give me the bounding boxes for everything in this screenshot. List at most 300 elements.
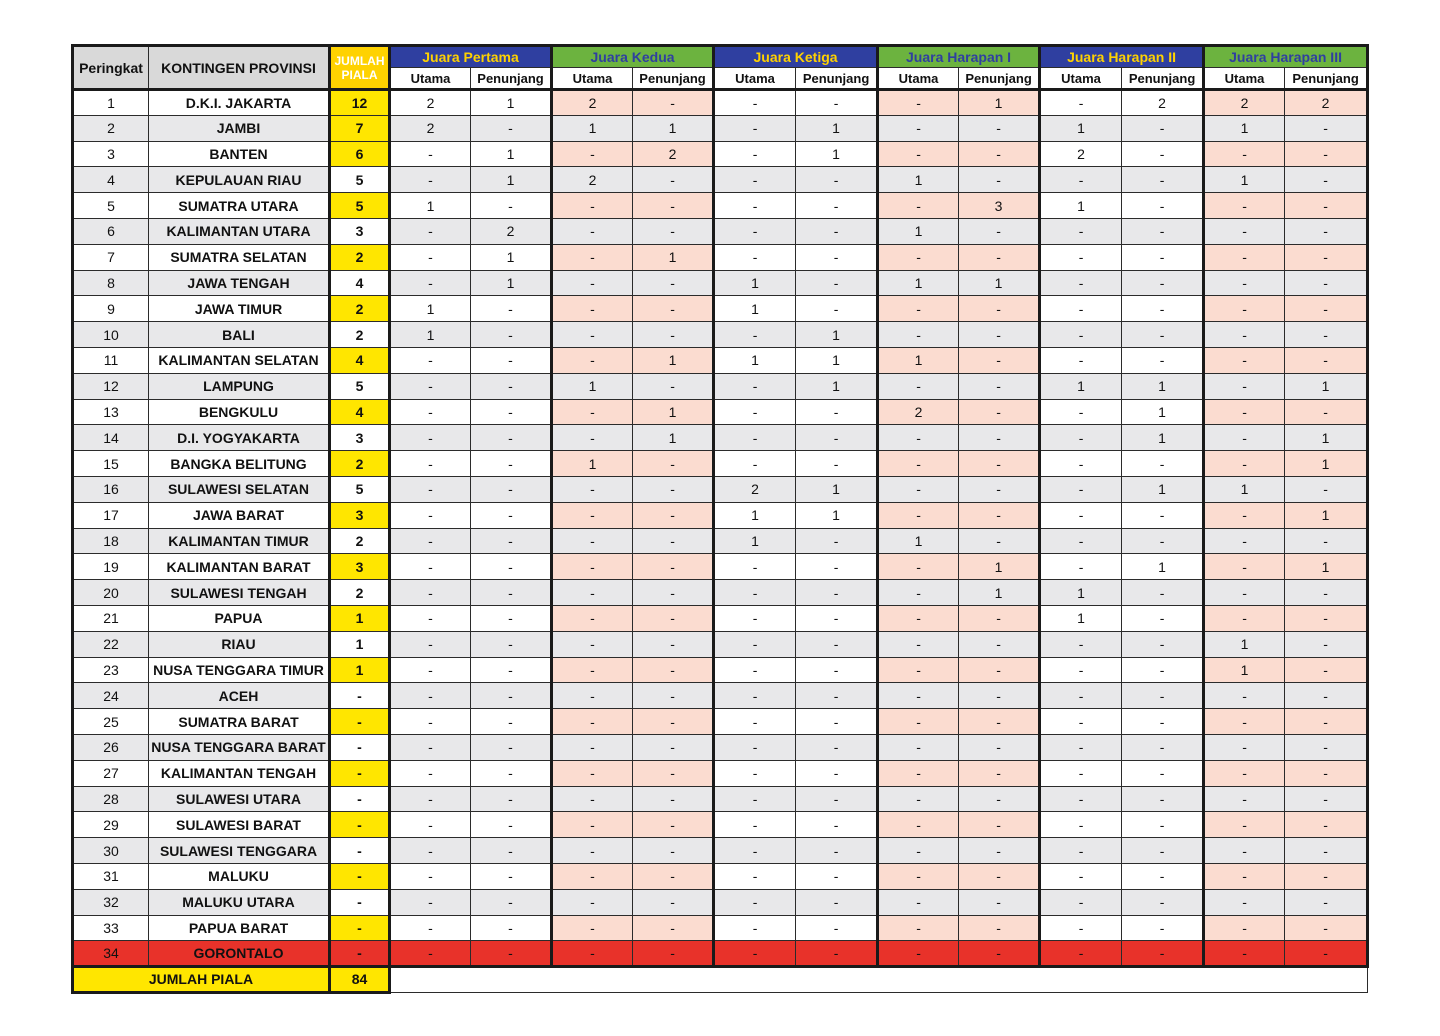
province-cell: LAMPUNG	[149, 373, 330, 399]
trophy-count-cell: 2	[1040, 141, 1122, 167]
trophy-count-cell: -	[471, 502, 552, 528]
trophy-count-cell: -	[1040, 218, 1122, 244]
trophy-count-cell: 1	[796, 141, 878, 167]
trophy-count-cell: -	[1285, 399, 1368, 425]
trophy-count-cell: -	[390, 657, 471, 683]
province-cell: JAMBI	[149, 115, 330, 141]
total-trophies-cell: 4	[330, 347, 390, 373]
trophy-count-cell: -	[878, 863, 959, 889]
rank-cell: 19	[73, 554, 149, 580]
trophy-count-cell: -	[878, 915, 959, 941]
total-trophies-cell: -	[330, 915, 390, 941]
subheader-utama: Utama	[1204, 68, 1285, 90]
trophy-count-cell: -	[959, 631, 1040, 657]
trophy-count-cell: -	[1122, 760, 1204, 786]
trophy-count-cell: 1	[390, 296, 471, 322]
summary-row	[73, 967, 1368, 993]
trophy-count-cell: -	[959, 502, 1040, 528]
trophy-count-cell: -	[552, 141, 633, 167]
table-row	[73, 502, 1368, 528]
trophy-count-cell: -	[1204, 554, 1285, 580]
trophy-count-cell: -	[878, 683, 959, 709]
trophy-count-cell: -	[471, 193, 552, 219]
trophy-count-cell: -	[796, 218, 878, 244]
group-header-juara-harapan-2: Juara Harapan II	[1040, 46, 1204, 68]
rank-cell: 28	[73, 786, 149, 812]
trophy-count-cell: -	[878, 580, 959, 606]
trophy-count-cell: 1	[1285, 425, 1368, 451]
trophy-count-cell: -	[633, 528, 714, 554]
trophy-count-cell: 1	[1204, 631, 1285, 657]
trophy-count-cell: 2	[552, 167, 633, 193]
total-trophies-cell: 4	[330, 270, 390, 296]
trophy-count-cell: 1	[633, 244, 714, 270]
trophy-count-cell: -	[796, 167, 878, 193]
trophy-count-cell: -	[1122, 270, 1204, 296]
table-row	[73, 889, 1368, 915]
trophy-count-cell: 1	[552, 373, 633, 399]
trophy-count-cell: -	[714, 193, 796, 219]
trophy-count-cell: -	[633, 889, 714, 915]
trophy-count-cell: -	[1040, 554, 1122, 580]
trophy-count-cell: 1	[1040, 193, 1122, 219]
trophy-count-cell: -	[878, 657, 959, 683]
trophy-count-cell: -	[959, 296, 1040, 322]
trophy-count-cell: -	[878, 90, 959, 116]
trophy-count-cell: -	[714, 889, 796, 915]
table-row	[73, 322, 1368, 348]
subheader-utama: Utama	[714, 68, 796, 90]
table-row	[73, 218, 1368, 244]
trophy-count-cell: -	[1122, 347, 1204, 373]
total-trophies-cell: 3	[330, 425, 390, 451]
trophy-count-cell: -	[796, 193, 878, 219]
total-trophies-cell: -	[330, 838, 390, 864]
rank-cell: 29	[73, 812, 149, 838]
trophy-count-cell: -	[796, 528, 878, 554]
table-row	[73, 915, 1368, 941]
trophy-count-cell: -	[796, 580, 878, 606]
trophy-count-cell: -	[471, 399, 552, 425]
trophy-count-cell: -	[471, 347, 552, 373]
trophy-count-cell: -	[1204, 347, 1285, 373]
province-cell: MALUKU	[149, 863, 330, 889]
trophy-count-cell: -	[633, 709, 714, 735]
trophy-count-cell: -	[959, 657, 1040, 683]
trophy-count-cell: -	[796, 760, 878, 786]
trophy-count-cell: 3	[959, 193, 1040, 219]
trophy-count-cell: 1	[1204, 657, 1285, 683]
total-trophies-cell: 6	[330, 141, 390, 167]
rank-cell: 25	[73, 709, 149, 735]
trophy-count-cell: -	[1040, 322, 1122, 348]
trophy-count-cell: 2	[1122, 90, 1204, 116]
rank-cell: 33	[73, 915, 149, 941]
province-cell: SUMATRA UTARA	[149, 193, 330, 219]
province-cell: SULAWESI TENGGARA	[149, 838, 330, 864]
province-cell: SULAWESI BARAT	[149, 812, 330, 838]
trophy-count-cell: -	[552, 554, 633, 580]
trophy-count-cell: -	[471, 709, 552, 735]
trophy-count-cell: -	[1285, 889, 1368, 915]
rank-cell: 23	[73, 657, 149, 683]
trophy-count-cell: -	[390, 476, 471, 502]
trophy-count-cell: -	[959, 838, 1040, 864]
trophy-count-cell: 1	[796, 502, 878, 528]
table-row	[73, 373, 1368, 399]
table-row	[73, 193, 1368, 219]
trophy-count-cell: -	[714, 915, 796, 941]
total-trophies-cell: 3	[330, 502, 390, 528]
trophy-count-cell: -	[1122, 889, 1204, 915]
trophy-count-cell: -	[1285, 528, 1368, 554]
trophy-count-cell: -	[1204, 786, 1285, 812]
trophy-count-cell: -	[714, 451, 796, 477]
total-trophies-column-header	[330, 46, 390, 90]
trophy-count-cell: -	[959, 425, 1040, 451]
trophy-count-cell: -	[1285, 631, 1368, 657]
province-cell: KEPULAUAN RIAU	[149, 167, 330, 193]
province-cell: KALIMANTAN UTARA	[149, 218, 330, 244]
trophy-count-cell: -	[1204, 296, 1285, 322]
trophy-count-cell: -	[552, 270, 633, 296]
table-row	[73, 296, 1368, 322]
trophy-count-cell: 2	[471, 218, 552, 244]
trophy-count-cell: -	[714, 373, 796, 399]
rank-cell: 9	[73, 296, 149, 322]
trophy-count-cell: 1	[878, 270, 959, 296]
table-row	[73, 580, 1368, 606]
trophy-count-cell: -	[471, 631, 552, 657]
table-row	[73, 451, 1368, 477]
trophy-count-cell: -	[1040, 683, 1122, 709]
trophy-count-cell: -	[1122, 863, 1204, 889]
trophy-count-cell: -	[1285, 683, 1368, 709]
subheader-penunjang: Penunjang	[1122, 68, 1204, 90]
trophy-count-cell: -	[552, 786, 633, 812]
trophy-count-cell: -	[1040, 889, 1122, 915]
subheader-utama: Utama	[1040, 68, 1122, 90]
province-cell: SULAWESI SELATAN	[149, 476, 330, 502]
province-cell: PAPUA BARAT	[149, 915, 330, 941]
trophy-count-cell: -	[796, 812, 878, 838]
province-cell: SULAWESI TENGAH	[149, 580, 330, 606]
trophy-count-cell: -	[959, 322, 1040, 348]
trophy-count-cell: -	[633, 476, 714, 502]
total-header-line2: PIALA	[341, 67, 378, 82]
rank-cell: 7	[73, 244, 149, 270]
trophy-count-cell: -	[390, 347, 471, 373]
trophy-count-cell: -	[1122, 734, 1204, 760]
trophy-count-cell: 1	[1204, 115, 1285, 141]
trophy-count-cell: -	[552, 425, 633, 451]
trophy-count-cell: -	[796, 554, 878, 580]
trophy-count-cell: -	[633, 502, 714, 528]
trophy-count-cell: -	[959, 141, 1040, 167]
trophy-count-cell: -	[714, 90, 796, 116]
summary-filler	[390, 967, 1368, 993]
group-header-juara-harapan-3: Juara Harapan III	[1204, 46, 1368, 68]
trophy-count-cell: -	[714, 863, 796, 889]
trophy-count-cell: -	[1204, 760, 1285, 786]
trophy-count-cell: -	[1204, 373, 1285, 399]
trophy-count-cell: -	[878, 476, 959, 502]
trophy-count-cell: 2	[390, 90, 471, 116]
table-row	[73, 631, 1368, 657]
trophy-count-cell: -	[1204, 889, 1285, 915]
trophy-count-cell: -	[633, 167, 714, 193]
trophy-count-cell: -	[796, 90, 878, 116]
province-cell: BANGKA BELITUNG	[149, 451, 330, 477]
trophy-count-cell: -	[633, 193, 714, 219]
trophy-count-cell: 1	[796, 347, 878, 373]
trophy-count-cell: 2	[633, 141, 714, 167]
trophy-count-cell: -	[878, 889, 959, 915]
trophy-count-cell: -	[959, 812, 1040, 838]
trophy-count-cell: -	[390, 941, 471, 967]
trophy-count-cell: -	[1040, 90, 1122, 116]
trophy-count-cell: -	[714, 115, 796, 141]
trophy-count-cell: -	[552, 657, 633, 683]
trophy-count-cell: -	[471, 115, 552, 141]
table-row	[73, 838, 1368, 864]
trophy-count-cell: -	[1122, 631, 1204, 657]
trophy-count-cell: -	[796, 709, 878, 735]
trophy-count-cell: -	[1285, 167, 1368, 193]
table-row	[73, 528, 1368, 554]
province-cell: KALIMANTAN BARAT	[149, 554, 330, 580]
trophy-count-cell: -	[1122, 218, 1204, 244]
rank-cell: 8	[73, 270, 149, 296]
trophy-count-cell: -	[796, 605, 878, 631]
table-row	[73, 709, 1368, 735]
trophy-count-cell: -	[1204, 915, 1285, 941]
trophy-count-cell: -	[633, 786, 714, 812]
subheader-penunjang: Penunjang	[796, 68, 878, 90]
province-cell: GORONTALO	[149, 941, 330, 967]
group-header-juara-ketiga: Juara Ketiga	[714, 46, 878, 68]
trophy-count-cell: -	[633, 812, 714, 838]
total-trophies-cell: 2	[330, 296, 390, 322]
trophy-count-cell: 1	[1040, 580, 1122, 606]
trophy-count-cell: -	[552, 812, 633, 838]
trophy-count-cell: -	[1285, 605, 1368, 631]
rank-cell: 3	[73, 141, 149, 167]
trophy-count-cell: -	[1122, 296, 1204, 322]
trophy-count-cell: -	[1040, 399, 1122, 425]
rank-cell: 32	[73, 889, 149, 915]
trophy-count-cell: -	[633, 296, 714, 322]
total-trophies-cell: 12	[330, 90, 390, 116]
total-trophies-cell: 3	[330, 554, 390, 580]
trophy-count-cell: 2	[878, 399, 959, 425]
trophy-count-cell: -	[552, 889, 633, 915]
trophy-count-cell: -	[471, 760, 552, 786]
trophy-count-cell: -	[1122, 709, 1204, 735]
trophy-count-cell: -	[714, 657, 796, 683]
trophy-count-cell: -	[390, 528, 471, 554]
trophy-count-cell: 1	[796, 373, 878, 399]
trophy-count-cell: 1	[471, 141, 552, 167]
province-column-header: KONTINGEN PROVINSI	[149, 46, 330, 90]
trophy-count-cell: -	[390, 425, 471, 451]
trophy-count-cell: 2	[1204, 90, 1285, 116]
trophy-count-cell: -	[471, 296, 552, 322]
rank-cell: 18	[73, 528, 149, 554]
trophy-count-cell: -	[552, 605, 633, 631]
trophy-count-cell: -	[1285, 657, 1368, 683]
table-row	[73, 425, 1368, 451]
trophy-count-cell: -	[796, 631, 878, 657]
trophy-count-cell: 1	[796, 115, 878, 141]
trophy-count-cell: -	[552, 244, 633, 270]
total-trophies-cell: -	[330, 786, 390, 812]
province-cell: SULAWESI UTARA	[149, 786, 330, 812]
trophy-count-cell: -	[1285, 812, 1368, 838]
trophy-count-cell: -	[552, 760, 633, 786]
trophy-count-cell: -	[959, 399, 1040, 425]
trophy-count-cell: -	[1204, 270, 1285, 296]
trophy-count-cell: -	[471, 322, 552, 348]
trophy-count-cell: -	[552, 296, 633, 322]
total-trophies-cell: 5	[330, 167, 390, 193]
subheader-penunjang: Penunjang	[633, 68, 714, 90]
trophy-count-cell: -	[471, 915, 552, 941]
trophy-count-cell: -	[714, 554, 796, 580]
trophy-count-cell: -	[390, 709, 471, 735]
total-trophies-cell: 5	[330, 193, 390, 219]
trophy-count-cell: -	[552, 399, 633, 425]
subheader-utama: Utama	[878, 68, 959, 90]
province-cell: JAWA BARAT	[149, 502, 330, 528]
table-row	[73, 347, 1368, 373]
trophy-count-cell: -	[1122, 528, 1204, 554]
trophy-count-cell: -	[959, 915, 1040, 941]
trophy-count-cell: -	[878, 141, 959, 167]
trophy-count-cell: -	[1285, 941, 1368, 967]
trophy-count-cell: -	[390, 863, 471, 889]
summary-total-value: 84	[330, 967, 390, 993]
trophy-count-cell: -	[1040, 167, 1122, 193]
trophy-count-cell: -	[471, 941, 552, 967]
trophy-count-cell: -	[878, 760, 959, 786]
province-cell: SUMATRA SELATAN	[149, 244, 330, 270]
trophy-count-cell: -	[390, 631, 471, 657]
trophy-count-cell: 1	[1122, 476, 1204, 502]
trophy-count-cell: -	[390, 451, 471, 477]
table-row	[73, 760, 1368, 786]
trophy-count-cell: -	[633, 580, 714, 606]
trophy-count-cell: -	[390, 218, 471, 244]
trophy-count-cell: 1	[633, 425, 714, 451]
province-cell: KALIMANTAN TIMUR	[149, 528, 330, 554]
total-trophies-cell: 5	[330, 476, 390, 502]
trophy-count-cell: 1	[471, 244, 552, 270]
trophy-count-cell: 1	[1285, 373, 1368, 399]
summary-label: JUMLAH PIALA	[73, 967, 330, 993]
trophy-count-cell: 1	[1040, 115, 1122, 141]
total-trophies-cell: 2	[330, 580, 390, 606]
trophy-count-cell: -	[1122, 580, 1204, 606]
total-trophies-cell: -	[330, 863, 390, 889]
trophy-count-cell: -	[1040, 915, 1122, 941]
total-trophies-cell: 2	[330, 322, 390, 348]
trophy-count-cell: -	[796, 451, 878, 477]
trophy-count-cell: -	[796, 941, 878, 967]
group-header-juara-pertama: Juara Pertama	[390, 46, 552, 68]
trophy-count-cell: 1	[1204, 167, 1285, 193]
trophy-count-cell: -	[796, 399, 878, 425]
trophy-count-cell: -	[471, 786, 552, 812]
trophy-count-cell: 1	[633, 115, 714, 141]
trophy-count-cell: -	[1204, 193, 1285, 219]
province-cell: SUMATRA BARAT	[149, 709, 330, 735]
trophy-count-cell: -	[1285, 838, 1368, 864]
rank-column-header: Peringkat	[73, 46, 149, 90]
trophy-count-cell: -	[878, 734, 959, 760]
trophy-count-cell: -	[633, 90, 714, 116]
rank-cell: 34	[73, 941, 149, 967]
trophy-count-cell: 1	[878, 218, 959, 244]
total-trophies-cell: 1	[330, 605, 390, 631]
trophy-count-cell: 1	[1122, 373, 1204, 399]
trophy-count-cell: 1	[471, 167, 552, 193]
trophy-count-cell: -	[1040, 786, 1122, 812]
table-row	[73, 786, 1368, 812]
trophy-count-cell: 1	[1040, 605, 1122, 631]
trophy-count-cell: -	[714, 580, 796, 606]
trophy-count-cell: -	[1040, 941, 1122, 967]
total-trophies-cell: 4	[330, 399, 390, 425]
trophy-count-cell: -	[878, 554, 959, 580]
trophy-count-cell: 1	[796, 322, 878, 348]
trophy-count-cell: -	[633, 838, 714, 864]
trophy-count-cell: -	[878, 631, 959, 657]
trophy-count-cell: -	[878, 812, 959, 838]
province-cell: RIAU	[149, 631, 330, 657]
total-trophies-cell: -	[330, 889, 390, 915]
trophy-count-cell: -	[1040, 657, 1122, 683]
trophy-count-cell: -	[959, 115, 1040, 141]
table-row	[73, 863, 1368, 889]
trophy-count-cell: 1	[552, 451, 633, 477]
rank-cell: 1	[73, 90, 149, 116]
trophy-count-cell: -	[633, 915, 714, 941]
trophy-count-cell: -	[878, 838, 959, 864]
trophy-count-cell: -	[552, 528, 633, 554]
trophy-count-cell: -	[878, 451, 959, 477]
trophy-count-cell: -	[1285, 218, 1368, 244]
trophy-count-cell: -	[1204, 580, 1285, 606]
trophy-count-cell: -	[633, 270, 714, 296]
total-trophies-cell: 3	[330, 218, 390, 244]
trophy-count-cell: -	[1122, 838, 1204, 864]
rank-cell: 26	[73, 734, 149, 760]
trophy-count-cell: 2	[390, 115, 471, 141]
trophy-count-cell: -	[796, 863, 878, 889]
trophy-count-cell: -	[796, 244, 878, 270]
trophy-count-cell: -	[390, 838, 471, 864]
trophy-count-cell: -	[1122, 786, 1204, 812]
trophy-count-cell: -	[1040, 863, 1122, 889]
trophy-count-cell: 1	[390, 322, 471, 348]
trophy-count-cell: -	[471, 812, 552, 838]
trophy-count-cell: -	[796, 838, 878, 864]
medal-standings-table	[71, 44, 1369, 994]
trophy-count-cell: 1	[552, 115, 633, 141]
trophy-count-cell: -	[959, 709, 1040, 735]
province-cell: D.K.I. JAKARTA	[149, 90, 330, 116]
